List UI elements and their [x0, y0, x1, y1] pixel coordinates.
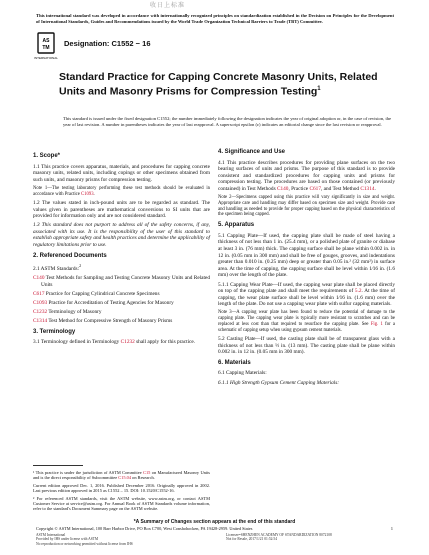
footnote	[33, 470, 210, 481]
reference-text: Test Methods for Sampling and Testing Concrete Masonry Units and Related Units	[41, 275, 210, 288]
paragraph-text: . At the time of capping, the wear plate surface shall be level within 1⁄16 in. (1.6 mm) over the length of the plate. Do not use a capping wear plate with sulfur capping materials.	[218, 288, 395, 308]
note-text: for a schematic of capping setup when using gypsum cement materials.	[218, 321, 395, 333]
ref-link[interactable]: C1314	[33, 318, 48, 325]
reference-text: Practice for Accreditation of Testing Agencies for Masonry	[47, 299, 174, 306]
footer-right: Licensee=SHENZHEN ACADEMY OF STANDARDIZATION 8072108 Not for Resale, 2017/1/21 01:52:54	[226, 533, 332, 542]
intro-note: This standard is issued under the fixed designation C1552; the number immediately following the designation indicates the year of original adoption or, in the case of revision, the year of last revision. A number in parentheses indicates the year of last reapproval. A superscript epsilon (ε) indicates an editorial change since the last revision or reapproval.	[63, 116, 392, 127]
footnote: Current edition approved Dec. 1, 2016. Published December 2016. Originally approved in 2002. Last previous edition approved in 2015 as C1552 – 15. DOI: 10.1520/C1552-16.	[33, 482, 210, 494]
reference-text: Terminology of Masonry	[47, 308, 102, 315]
paragraph	[33, 339, 210, 346]
copyright: Copyright © ASTM International, 100 Barr Harbor Drive, PO Box C700, West Conshohocken, PA 19428-2959. United States	[36, 526, 253, 531]
note	[33, 186, 210, 198]
designation: Designation: C1552 − 16	[64, 39, 151, 48]
top-notice: This international standard was developed in accordance with internationally recognized principles on standardization established in the Decision on Principles for the Development of International Standards, Guides and Recommendations issued by the World Trade Organization Technical Barriers to Trade (TBT) Committee.	[36, 13, 394, 24]
astm-logo-icon	[36, 32, 56, 62]
paragraph: 1.1 This practice covers apparatus, materials, and procedures for capping concrete masonry units, related units, including copings or other specimens obtained from such units, and masonry prisms for compression testing.	[33, 163, 210, 183]
left-column	[33, 149, 210, 348]
note	[218, 310, 395, 333]
reference-item	[33, 300, 210, 307]
paragraph-text: 2.1 ASTM Standards:	[33, 265, 80, 272]
ref-link[interactable]: C15.04	[118, 475, 132, 481]
paragraph-text: 4.1 This practice describes procedures for providing plane surfaces on the two bearing surfaces of units and prisms. The purpose of this standard is to provide consistent and standardized procedures for capping units and prisms for compression testing. The procedures are based on those contained (or previously contained) in Test Methods	[218, 159, 395, 192]
ref-link[interactable]: C1093	[81, 191, 94, 197]
footnote-divider	[33, 465, 83, 466]
reference-list	[33, 275, 210, 325]
note-text: Note 3—A capping wear plate has been found to reduce the potential of damage to the capping plate. The capping wear plate is typically more resistant to scratches and can be replaced at less cost than that required to resurface the capping plate. See	[218, 310, 395, 327]
paragraph	[33, 263, 210, 272]
paragraph: 6.1 Capping Materials:	[218, 370, 267, 377]
paragraph: 5.2 Casting Plate—If used, the casting plate shall be of transparent glass with a thickness of not less than ½ in. (13 mm). The casting plate shall be plane within 0.002 in. in 12 in. (0.05 mm in 300 mm).	[218, 336, 395, 356]
right-column	[218, 149, 395, 389]
note-text: Note 1—The testing laboratory performing these test methods should be evaluated in accordance with Practice	[33, 185, 210, 197]
section-heading: 1. Scope*	[33, 153, 61, 159]
reference-item	[33, 318, 210, 325]
page-title	[59, 71, 379, 98]
footnote-text: on Manufactured Masonry Units and is the direct responsibility of Subcommittee	[33, 470, 211, 481]
paragraph-text: 3.1 Terminology defined in Terminology	[33, 339, 121, 346]
logo-text: INTERNATIONAL	[34, 56, 58, 60]
note-text: .	[93, 191, 95, 197]
ref-link[interactable]: C617	[33, 290, 45, 297]
ref-link[interactable]: 5.2	[354, 288, 362, 295]
page-number: 1	[390, 526, 393, 531]
paragraph-text: 5.1.1 Capping Wear Plate—If used, the capping wear plate shall be placed directly on top of the capping plate and shall meet the requirements of	[218, 281, 395, 295]
paragraph-text: , and Test Method	[320, 185, 361, 192]
note: Note 2—Specimens capped using this practice will vary significantly in size and weight. Appropriate care and handling may differ based on specimen size and weight. Provide care and handling as needed to provide for proper capping based on the physical characteristics of the specimen being capped.	[218, 195, 395, 218]
reference-item	[33, 309, 210, 316]
section-heading: 6. Materials	[218, 359, 251, 366]
footnote-marker: 2	[79, 263, 82, 269]
paragraph-text: .	[374, 185, 376, 192]
ref-link[interactable]: C15	[143, 470, 151, 475]
ref-link[interactable]: C1314	[360, 185, 375, 192]
reference-text: Test Method for Compressive Strength of Masonry Prisms	[47, 318, 173, 325]
ref-link[interactable]: Fig. 1	[370, 321, 383, 327]
footnote-text: ¹ This practice is under the jurisdiction of ASTM Committee	[33, 470, 144, 475]
paragraph	[218, 282, 395, 308]
paragraph-text: , Practice	[288, 185, 310, 192]
reference-item	[33, 291, 210, 298]
title-text: Standard Practice for Capping Concrete Masonry Units, Related Units and Masonry Prisms for Compression Testing	[59, 71, 378, 98]
reference-text: Practice for Capping Cylindrical Concrete Specimens	[44, 290, 160, 297]
paragraph	[218, 160, 395, 193]
paragraph: 5.1 Capping Plate—If used, the capping plate shall be made of steel having a thickness of not less than 1 in. (25.4 mm), or a polished plate of granite or diabase at least 3 in. (76 mm) thick. The capping surface shall be plane within 0.002 in. in 12 in. (0.05 mm in 300 mm) and shall be free of gouges, grooves, and indentations greater than 0.010 in. (0.25 mm) deep or greater than 0.05 in.² (32 mm²) in surface area. At the time of capping, the capping surface shall be level within 1⁄16 in. (1.6 mm) over the length of the plate.	[218, 232, 395, 279]
paragraph-text: shall apply for this practice.	[134, 339, 196, 346]
section-heading: 3. Terminology	[33, 328, 76, 335]
ref-link[interactable]: C1232	[120, 339, 135, 346]
watermark: 收日上标准	[150, 3, 186, 9]
summary-note: *A Summary of Changes section appears at the end of this standard	[133, 519, 296, 525]
section-heading: 4. Significance and Use	[218, 149, 286, 155]
section-heading: 2. Referenced Documents	[33, 252, 107, 259]
ref-link[interactable]: C140	[33, 275, 45, 282]
footnote: ² For referenced ASTM standards, visit the ASTM website, www.astm.org, or contact ASTM Customer Service at service@astm.org. For Annual Book of ASTM Standards volume information, refer to the standard's Document Summary page on the ASTM website.	[33, 495, 210, 512]
svg-text:TM: TM	[42, 45, 50, 51]
footer	[36, 533, 396, 546]
footnote-text: on Research.	[131, 475, 155, 481]
footer-left: ASTM International Provided by IHS under license with ASTM No reproduction or networking permitted without license from IHS	[36, 533, 133, 546]
ref-link[interactable]: C140	[276, 185, 289, 192]
ref-link[interactable]: C1093	[33, 299, 48, 306]
paragraph: 1.3 This standard does not purport to address all of the safety concerns, if any, associated with its use. It is the responsibility of the user of this standard to establish appropriate safety and health practices and determine the applicability of regulatory limitations prior to use.	[33, 222, 210, 249]
svg-text:AS: AS	[42, 38, 50, 44]
section-heading: 5. Apparatus	[218, 222, 255, 229]
title-superscript: 1	[317, 86, 321, 92]
ref-link[interactable]: C617	[309, 185, 321, 192]
footnotes	[33, 470, 210, 514]
paragraph: 1.2 The values stated in inch-pound units are to be regarded as standard. The values given in parentheses are mathematical conversions to SI units that are provided for information only and are not considered standard.	[33, 199, 210, 220]
reference-item	[33, 275, 210, 288]
paragraph: 6.1.1 High Strength Gypsum Cement Capping Materials:	[218, 379, 340, 386]
ref-link[interactable]: C1232	[33, 308, 48, 315]
